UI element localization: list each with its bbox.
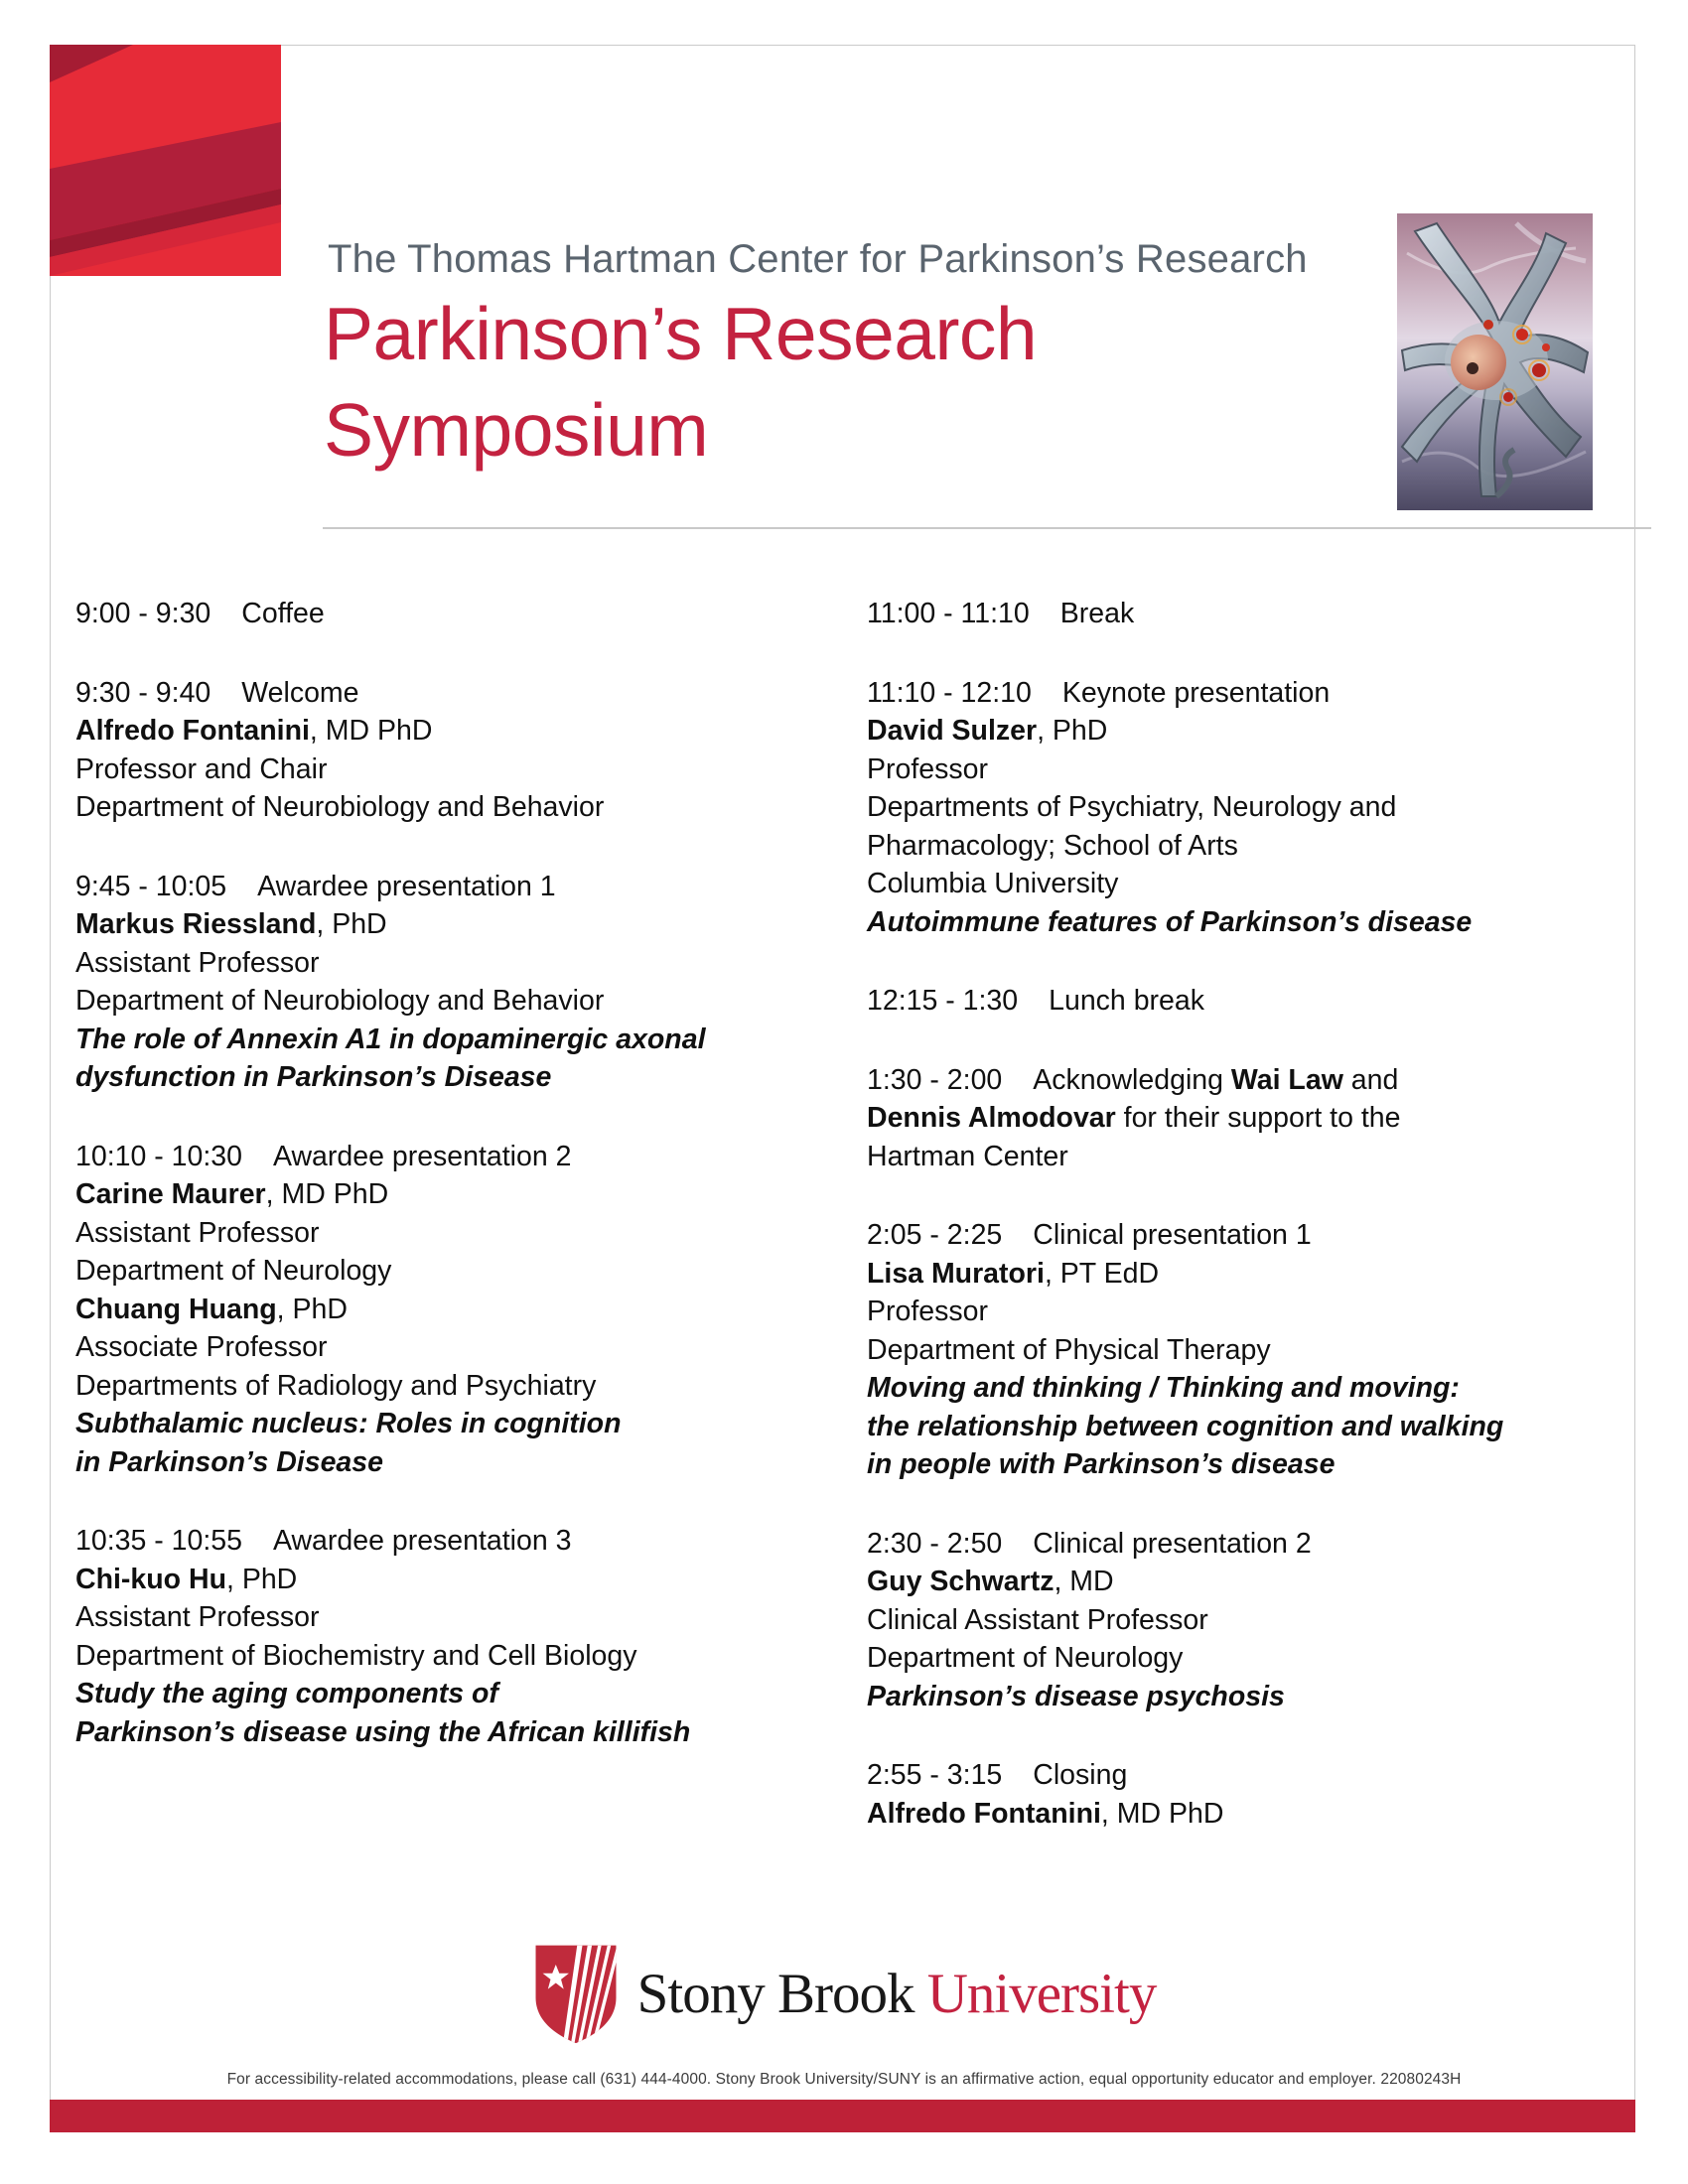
schedule-text: Assistant Professor	[75, 1216, 320, 1249]
university-logo-text	[637, 1962, 1157, 2026]
schedule-line	[75, 751, 845, 789]
schedule-text: , PhD	[316, 908, 387, 940]
speaker-name: Dennis Almodovar	[867, 1102, 1116, 1134]
logo-text-stony-brook: Stony Brook	[636, 1962, 914, 2025]
schedule-event-heading	[867, 595, 1651, 633]
talk-title-text: dysfunction in Parkinson’s Disease	[75, 1061, 552, 1093]
event-time: 9:00 - 9:30	[75, 598, 211, 629]
decorative-red-stripes-block	[50, 45, 281, 276]
event-time: 1:30 - 2:00	[867, 1063, 1003, 1096]
talk-title-text: Parkinson’s disease psychosis	[867, 1680, 1285, 1712]
schedule-line	[867, 1099, 1651, 1138]
talk-title-text: Moving and thinking / Thinking and moving:	[867, 1372, 1460, 1404]
schedule-text: Closing	[1033, 1759, 1128, 1791]
schedule-event-heading	[867, 1061, 1651, 1100]
schedule-line	[867, 788, 1651, 827]
talk-title-text: Parkinson’s disease using the African killifish	[75, 1715, 691, 1748]
schedule-event	[75, 1522, 845, 1751]
schedule-text: Professor and Chair	[75, 752, 328, 785]
schedule-event	[75, 1138, 845, 1482]
university-logo-inner	[532, 1942, 1157, 2045]
schedule-event	[75, 595, 845, 633]
schedule-text: Awardee presentation 1	[257, 870, 556, 902]
speaker-name: Chuang Huang	[75, 1293, 277, 1325]
schedule-text: Professor	[867, 1296, 988, 1327]
schedule-text: Professor	[867, 752, 988, 785]
event-time: 9:45 - 10:05	[75, 870, 227, 902]
schedule-text: , PhD	[276, 1293, 348, 1325]
schedule-text: , PhD	[225, 1563, 298, 1595]
schedule-line	[75, 1175, 845, 1214]
schedule-event-heading	[75, 1138, 845, 1176]
schedule-text: Department of Neurology	[75, 1255, 392, 1287]
talk-title-text: Autoimmune features of Parkinson’s disease	[867, 905, 1473, 938]
schedule-line	[75, 1713, 845, 1752]
schedule-event-heading	[867, 1756, 1651, 1795]
schedule-text: for their support to the	[1115, 1102, 1401, 1134]
schedule-event	[867, 1061, 1651, 1176]
page-title-line1: Parkinson’s Research	[324, 292, 1038, 375]
event-time: 12:15 - 1:30	[867, 985, 1019, 1017]
schedule-event	[867, 982, 1651, 1021]
schedule-text: Department of Neurology	[867, 1642, 1184, 1674]
talk-title-text: the relationship between cognition and walking	[867, 1410, 1504, 1442]
bottom-red-bar	[50, 2100, 1635, 2132]
schedule-line	[75, 1252, 845, 1291]
schedule-line	[75, 1405, 845, 1443]
schedule-column-morning	[75, 595, 845, 1751]
schedule-event-heading	[75, 674, 845, 713]
page-title-line2: Symposium	[324, 388, 709, 472]
schedule-text: , PT EdD	[1044, 1257, 1160, 1290]
schedule-line	[867, 1369, 1651, 1408]
schedule-line	[867, 1138, 1651, 1176]
schedule-event	[867, 1525, 1651, 1716]
schedule-event	[867, 1756, 1651, 1833]
schedule-event-heading	[867, 982, 1651, 1021]
talk-title-text: Subthalamic nucleus: Roles in cognition	[75, 1408, 622, 1439]
schedule-event-heading	[75, 868, 845, 906]
schedule-line	[75, 1675, 845, 1713]
schedule-event-heading	[867, 674, 1651, 713]
schedule-line	[75, 1561, 845, 1599]
schedule-line	[75, 1637, 845, 1676]
schedule-text: Clinical presentation 1	[1033, 1219, 1312, 1251]
page-title	[324, 286, 1037, 478]
schedule-line	[75, 1058, 845, 1097]
schedule-text: Assistant Professor	[75, 946, 320, 979]
schedule-text: , MD PhD	[1100, 1797, 1224, 1830]
schedule-text: Hartman Center	[867, 1140, 1068, 1172]
schedule-line	[867, 865, 1651, 903]
schedule-text: Department of Neurobiology and Behavior	[75, 985, 605, 1017]
speaker-name: Markus Riessland	[75, 908, 317, 940]
schedule-text: Clinical Assistant Professor	[867, 1603, 1208, 1636]
schedule-line	[867, 903, 1651, 942]
schedule-text: Keynote presentation	[1061, 676, 1331, 709]
schedule-line	[867, 1678, 1651, 1716]
schedule-line	[867, 1639, 1651, 1678]
schedule-text: Awardee presentation 3	[272, 1525, 572, 1557]
schedule-line	[867, 1408, 1651, 1446]
talk-title-text: in people with Parkinson’s disease	[867, 1448, 1336, 1480]
schedule-text: , MD	[1054, 1566, 1114, 1597]
red-stripes-graphic	[50, 45, 281, 276]
schedule-text: Clinical presentation 2	[1033, 1527, 1312, 1560]
schedule-event-heading	[867, 1525, 1651, 1564]
schedule-line	[75, 905, 845, 944]
talk-title-text: The role of Annexin A1 in dopaminergic axonal	[75, 1023, 706, 1055]
schedule-line	[867, 1255, 1651, 1294]
schedule-line	[867, 1445, 1651, 1484]
schedule-line	[75, 1291, 845, 1329]
schedule-event	[75, 674, 845, 827]
schedule-event	[867, 595, 1651, 633]
schedule-text: Coffee	[241, 598, 325, 629]
talk-title-text: Study the aging components of	[75, 1678, 498, 1709]
schedule-text: , PhD	[1037, 715, 1108, 747]
schedule-text: Department of Biochemistry and Cell Biology	[75, 1639, 637, 1672]
event-time: 2:05 - 2:25	[867, 1219, 1003, 1251]
schedule-line	[867, 751, 1651, 789]
schedule-line	[75, 1598, 845, 1637]
schedule-event-heading	[75, 595, 845, 633]
schedule-event	[867, 1216, 1651, 1484]
schedule-text: and	[1342, 1063, 1399, 1096]
schedule-line	[75, 1021, 845, 1059]
schedule-text: Pharmacology; School of Arts	[867, 829, 1238, 862]
schedule-text: Departments of Psychiatry, Neurology and	[867, 791, 1397, 823]
schedule-line	[867, 1563, 1651, 1601]
schedule-text: , MD PhD	[309, 715, 433, 747]
event-time: 10:35 - 10:55	[75, 1525, 242, 1557]
schedule-text: Department of Physical Therapy	[867, 1333, 1271, 1366]
schedule-text: Awardee presentation 2	[272, 1140, 572, 1172]
schedule-event	[75, 868, 845, 1097]
schedule-line	[867, 1293, 1651, 1331]
speaker-name: Chi-kuo Hu	[75, 1563, 226, 1595]
header-divider	[323, 527, 1651, 529]
schedule-text: Departments of Radiology and Psychiatry	[75, 1369, 597, 1402]
schedule-event	[867, 674, 1651, 942]
schedule-line	[867, 1795, 1651, 1834]
schedule-line	[75, 944, 845, 983]
schedule-text: Lunch break	[1049, 985, 1204, 1017]
event-time: 10:10 - 10:30	[75, 1140, 242, 1172]
schedule-line	[75, 982, 845, 1021]
speaker-name: Guy Schwartz	[867, 1566, 1055, 1597]
schedule-text: Break	[1059, 598, 1135, 629]
schedule-line	[867, 1331, 1651, 1370]
event-time: 11:00 - 11:10	[867, 598, 1030, 629]
speaker-name: David Sulzer	[867, 715, 1038, 747]
event-time: 11:10 - 12:10	[867, 676, 1032, 709]
schedule-column-afternoon	[867, 595, 1651, 1833]
university-logo	[0, 1942, 1688, 2050]
schedule-line	[75, 1367, 845, 1406]
speaker-name: Lisa Muratori	[867, 1257, 1045, 1290]
schedule-line	[75, 712, 845, 751]
schedule-line	[867, 712, 1651, 751]
schedule-line	[75, 1328, 845, 1367]
speaker-name: Alfredo Fontanini	[75, 715, 310, 747]
neuron-illustration	[1397, 213, 1593, 510]
schedule-line	[75, 1214, 845, 1253]
schedule-text: Columbia University	[867, 868, 1119, 899]
schedule-text: Assistant Professor	[75, 1601, 320, 1633]
schedule-line	[867, 1601, 1651, 1640]
event-time: 9:30 - 9:40	[75, 676, 211, 709]
event-time: 2:55 - 3:15	[867, 1759, 1003, 1791]
center-name: The Thomas Hartman Center for Parkinson’s Research	[328, 237, 1308, 281]
speaker-name: Carine Maurer	[75, 1178, 266, 1210]
schedule-text: Department of Neurobiology and Behavior	[75, 791, 605, 823]
neuron-image	[1397, 213, 1593, 510]
speaker-name: Alfredo Fontanini	[867, 1797, 1101, 1830]
logo-text-university: University	[926, 1962, 1157, 2025]
accessibility-footnote: For accessibility-related accommodations, please call (631) 444-4000. Stony Brook University/SUNY is an affirmative action, equal opportunity educator and employer. 22080243H	[226, 2071, 1462, 2088]
schedule-text: Welcome	[241, 676, 359, 709]
schedule-line	[75, 788, 845, 827]
speaker-name: Wai Law	[1230, 1063, 1343, 1096]
schedule-text: Associate Professor	[75, 1331, 328, 1363]
schedule-event-heading	[867, 1216, 1651, 1255]
schedule-line	[867, 827, 1651, 866]
schedule-text: , MD PhD	[265, 1178, 389, 1210]
stony-brook-shield-icon	[532, 1942, 620, 2045]
talk-title-text: in Parkinson’s Disease	[75, 1445, 383, 1478]
event-time: 2:30 - 2:50	[867, 1527, 1003, 1560]
schedule-text: Acknowledging	[1033, 1063, 1231, 1096]
schedule-line	[75, 1443, 845, 1482]
schedule-event-heading	[75, 1522, 845, 1561]
